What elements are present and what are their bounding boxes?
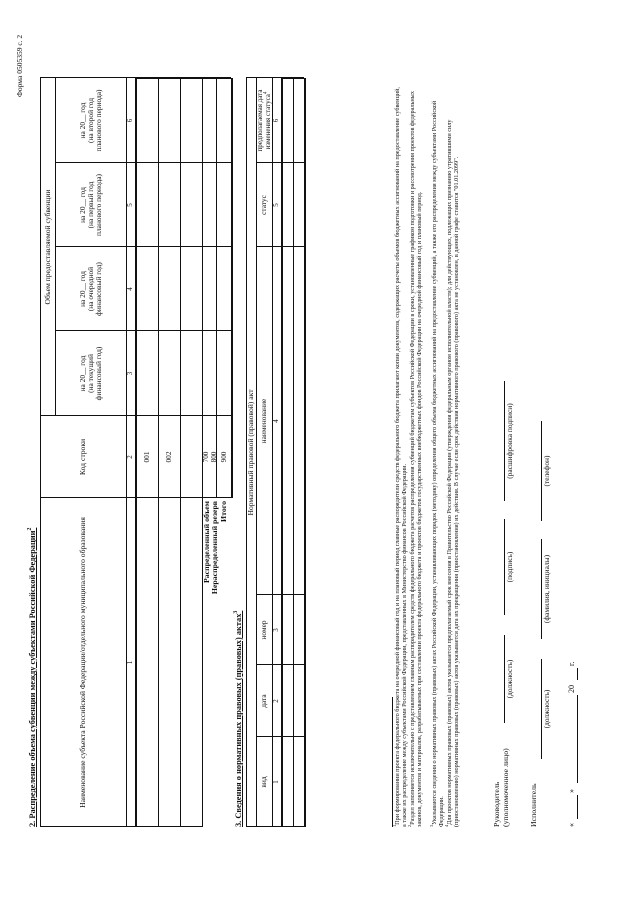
- header-period-plan1: на 20__ год (на первый год планового периода): [77, 174, 104, 236]
- footnote-4: $^4$Для проектов нормативных правовых (правовых) актов указывается предполагаемый срок внесения в Правительство Российской Федерации (утверждения федеральным органом исполнительной власти); для действующих, подлежащих признанию утратившими силу (приостановлению) нормативных правовых (правовых) актов указывается дата их прекращения (приостановления) их действия. В случае если срок действия нормативного правового (правового) акта не установлен, в данной графе ставится "01.01.2099".: [443, 119, 461, 827]
- summary-code-700: 700: [202, 451, 211, 463]
- col-number: 4: [126, 287, 135, 291]
- header-subvention-volume: Объем предоставляемой субвенции: [42, 189, 52, 305]
- section2-footnote-ref: 2: [27, 527, 34, 531]
- header-act-status: статус: [259, 195, 269, 215]
- col-number: 2: [272, 699, 281, 703]
- summary-code-800: 800: [210, 451, 219, 463]
- header-subject-name: Наименование субъекта Российской Федерации/отдельного муниципального образования: [77, 517, 87, 808]
- footnote-separator: [392, 697, 393, 827]
- header-period-next: на 20__ год (на очередной финансовый год): [77, 262, 104, 316]
- col-number: 4: [272, 419, 281, 423]
- summary-label-reserve: Нераспределенный резерв: [210, 501, 219, 595]
- summary-code-900: 900: [219, 451, 228, 463]
- date-year-suffix: г.: [567, 661, 576, 666]
- header-legal-act-group: Нормативный правовой (правовой) акт: [246, 389, 256, 516]
- executor-position-caption: (должность): [542, 689, 551, 729]
- header-act-type: вид: [259, 776, 269, 788]
- date-year-prefix: 20: [567, 685, 576, 693]
- col-number: 3: [272, 628, 281, 632]
- head-position-caption: (должность): [505, 659, 514, 699]
- footnote-3: $^3$Указываются сведения о нормативных правовых (правовых) актах Российской Федерации, устанавливающих порядок (методику) определения общего объема бюджетных ассигнований на предоставление субвенций, а также его распределения между субъектами Российской Федерации.: [428, 100, 446, 827]
- col-number: 1: [272, 780, 281, 784]
- executor-label: Исполнитель: [529, 783, 538, 827]
- form-id: Форма 0505359 с. 2: [15, 34, 24, 97]
- header-period-current: на 20__ год (на текущий финансовый год): [77, 346, 104, 401]
- col-number: 6: [126, 118, 135, 123]
- section3-footnote-ref: 3: [233, 610, 240, 614]
- header-period-plan2: на 20__ год (на второй год планового периода): [77, 89, 104, 152]
- col-number: 2: [126, 455, 135, 459]
- header-status-change-date: предполагаемая дата изменения статуса$^4$: [256, 89, 272, 152]
- executor-phone-caption: (телефон): [542, 455, 551, 487]
- head-signature-caption: (подпись): [505, 551, 514, 583]
- header-act-title: наименование: [259, 398, 269, 444]
- head-decryption-caption: (расшифровка подписи): [505, 403, 514, 479]
- col-number: 3: [126, 371, 135, 376]
- footnote-1: $^1$При формировании проекта федерального бюджета на очередной финансовый год и на плановый период главные распорядители средств федерального бюджета прилагают копии документов, содержащих расчеты объемов бюджетных ассигнований на предоставление субвенций, а также их распределение между субъектами Российской Федерации, представленных в Министерство финансов Российской Федерации.: [391, 87, 409, 827]
- col-number: 1: [126, 660, 135, 665]
- summary-label-distributed: Распределенный объем: [202, 501, 211, 583]
- col-number: 5: [126, 203, 135, 207]
- head-label: Руководитель: [492, 781, 501, 827]
- executor-name-caption: (фамилия, инициалы): [542, 554, 551, 624]
- row-code: 002: [164, 451, 174, 463]
- summary-label-total: Итого: [219, 501, 228, 522]
- col-number: 5: [272, 203, 281, 207]
- col-number: 6: [272, 118, 281, 123]
- date-open-quote: «: [567, 823, 576, 827]
- header-act-date: дата: [259, 694, 269, 708]
- header-row-code: Код строки: [77, 438, 87, 476]
- head-sublabel: (уполномоченное лицо): [501, 748, 510, 827]
- row-code: 001: [141, 451, 151, 463]
- section2-title: 2. Распределение объема субвенции между субъектами Российской Федерации$^2$: [27, 527, 37, 827]
- section3-title: 3. Сведения о нормативных правовых (правовых) актах$^3$: [233, 610, 243, 827]
- date-close-quote: »: [567, 789, 576, 793]
- header-act-number: номер: [259, 620, 269, 640]
- footnote-2: $^2$Раздел заполняется исключительно с представлением главным распорядителем средств федерального бюджета расчетов распределения субвенций бюджетам субъектов Российской Федерации в сроки, установленные графиком подготовки и рассмотрения проектов федеральных законов, документов и материалов, разрабатываемых при составлении проекта федерального бюджета и проектов бюджетов государственных внебюджетных фондов Российской Федерации на очередной финансовый год и плановый период.: [406, 91, 424, 827]
